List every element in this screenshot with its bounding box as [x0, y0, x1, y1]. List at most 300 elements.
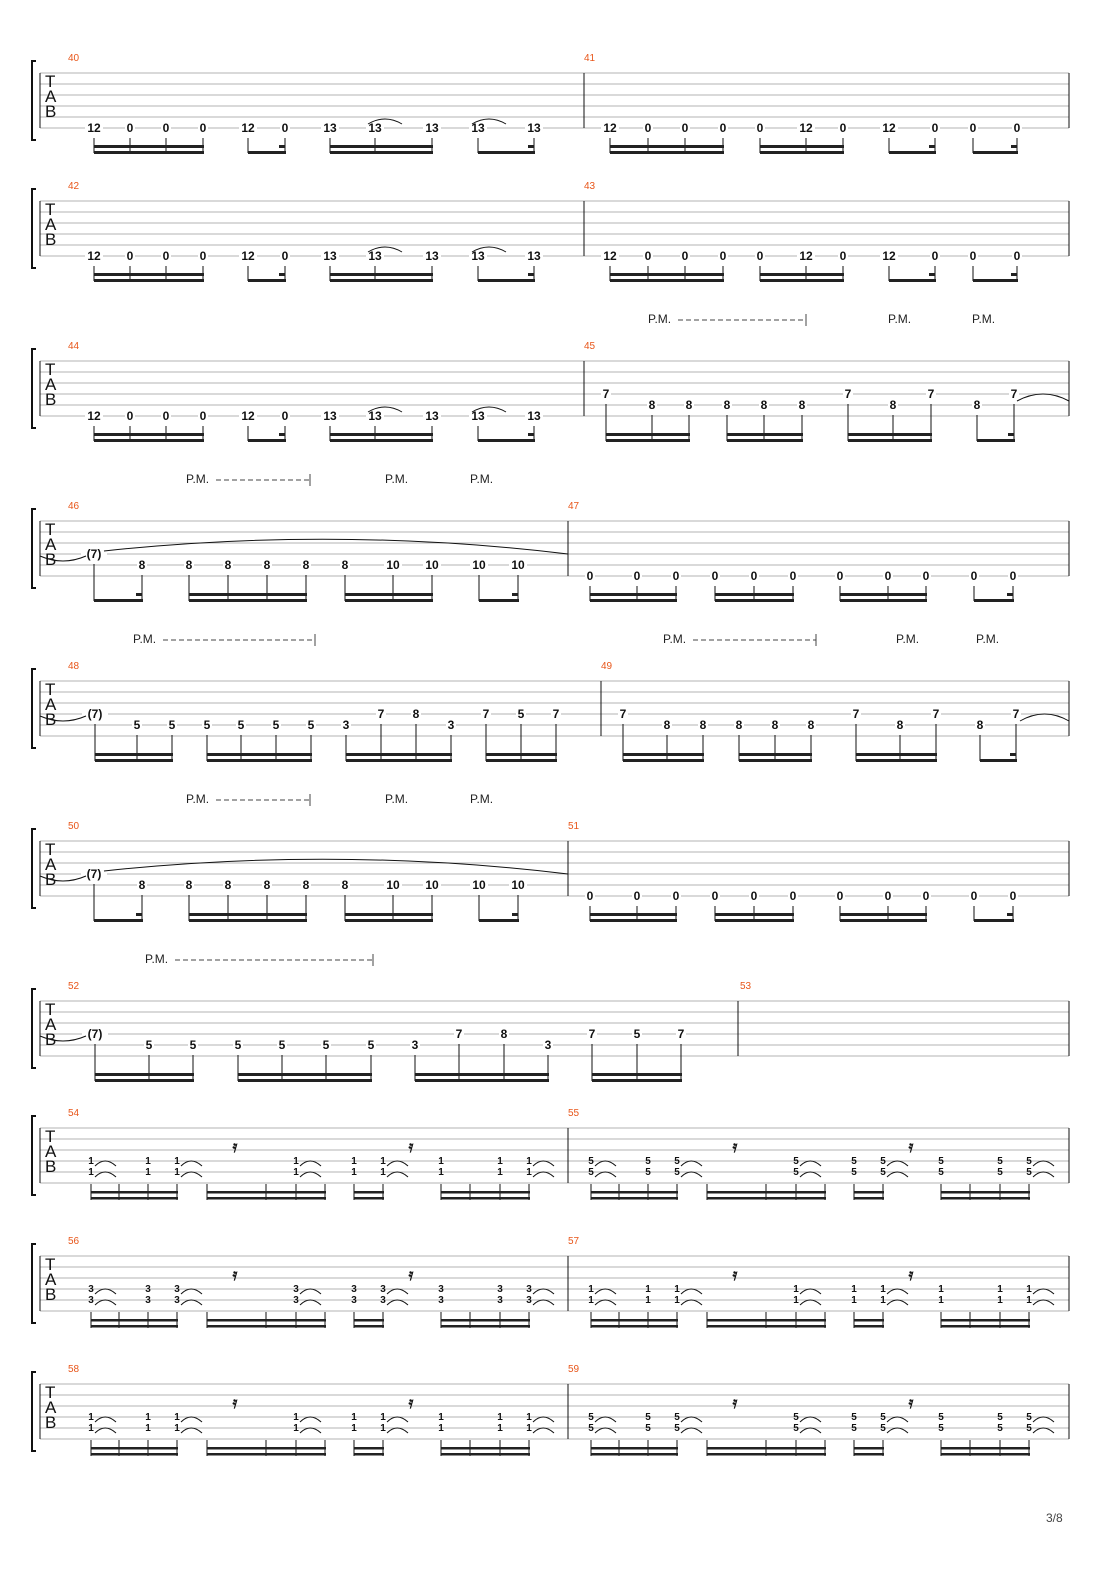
- tab-clef-letter-b: B: [45, 390, 57, 409]
- note-beam-partial: [512, 913, 518, 916]
- note-beam: [854, 1197, 884, 1200]
- bar-number: 59: [568, 1364, 580, 1375]
- fret-number: 8: [185, 558, 193, 572]
- chord-fret-number: 1: [293, 1156, 299, 1167]
- fret-number: 13: [425, 121, 439, 135]
- fret-number: 8: [771, 718, 779, 732]
- fret-number: 12: [241, 409, 255, 423]
- chord-fret-number: 5: [674, 1156, 680, 1167]
- fret-number: 5: [237, 718, 245, 732]
- chord-fret-number: 1: [88, 1423, 94, 1434]
- fret-number: 5: [189, 1038, 197, 1052]
- chord-fret-number: 5: [588, 1412, 594, 1423]
- fret-number: 12: [87, 249, 101, 263]
- tab-clef-letter-t: T: [45, 1255, 56, 1274]
- note-beam: [415, 1079, 549, 1082]
- fret-number: 8: [760, 398, 768, 412]
- note-beam-partial: [1007, 593, 1013, 596]
- tie-arc: [1033, 1428, 1054, 1433]
- note-beam-secondary: [760, 273, 844, 276]
- note-beam: [354, 1197, 384, 1200]
- chord-fret-number: 5: [1026, 1412, 1032, 1423]
- chord-fret-number: 1: [438, 1167, 444, 1178]
- note-beam: [973, 279, 1018, 282]
- chord-bar-59: [588, 1393, 1054, 1456]
- tie-arc: [533, 1300, 554, 1305]
- chord-fret-number: 1: [588, 1284, 594, 1295]
- palm-mute-label: P.M.: [648, 312, 672, 326]
- note-beam-partial: [528, 433, 534, 436]
- fret-number: 0: [644, 249, 652, 263]
- note-beam-secondary: [346, 753, 452, 756]
- note-beam: [95, 1079, 194, 1082]
- note-beam: [207, 1453, 326, 1456]
- fret-number: 0: [281, 121, 289, 135]
- fret-number: 5: [272, 718, 280, 732]
- tab-clef-letter-a: A: [45, 1398, 57, 1417]
- note-beam: [854, 1453, 884, 1456]
- chord-fret-number: 5: [938, 1167, 944, 1178]
- note-beam: [973, 151, 1018, 154]
- note-beam-partial: [1011, 273, 1017, 276]
- tab-clef-letter-b: B: [45, 870, 57, 889]
- fret-number: 5: [367, 1038, 375, 1052]
- fret-number: 8: [138, 878, 146, 892]
- tie-arc: [181, 1417, 202, 1422]
- note-beam: [941, 1453, 1030, 1456]
- palm-mute-marking: [976, 632, 999, 646]
- chord-fret-number: 1: [880, 1284, 886, 1295]
- note-beam: [248, 439, 286, 442]
- chord-fret-number: 1: [351, 1423, 357, 1434]
- chord-fret-number: 1: [793, 1284, 799, 1295]
- tie-arc: [104, 539, 568, 554]
- rest-symbol: 𝄿: [908, 1265, 914, 1284]
- note-beam: [854, 1325, 884, 1328]
- note-beam-secondary: [840, 593, 927, 596]
- tie-arc: [300, 1300, 321, 1305]
- bar-40: [85, 121, 543, 154]
- fret-number: 0: [789, 569, 797, 583]
- bar-number: 58: [68, 1364, 80, 1375]
- note-beam: [590, 919, 677, 922]
- fret-number: 7: [1012, 707, 1020, 721]
- chord-fret-number: 1: [174, 1167, 180, 1178]
- chord-fret-number: 5: [588, 1423, 594, 1434]
- chord-fret-number: 1: [674, 1295, 680, 1306]
- chord-fret-number: 1: [645, 1284, 651, 1295]
- tie-arc: [800, 1172, 821, 1177]
- tie-arc: [95, 1428, 116, 1433]
- tab-clef-letter-b: B: [45, 710, 57, 729]
- bar-number: 52: [68, 981, 80, 992]
- chord-fret-number: 5: [851, 1412, 857, 1423]
- tab-system-5: [32, 661, 1069, 748]
- note-beam-secondary: [707, 1319, 826, 1322]
- fret-number: 0: [750, 889, 758, 903]
- note-beam-secondary: [354, 1319, 384, 1322]
- fret-number: 12: [882, 121, 896, 135]
- chord-fret-number: 1: [938, 1295, 944, 1306]
- note-beam-secondary: [623, 753, 704, 756]
- fret-number: 0: [586, 569, 594, 583]
- chord-fret-number: 1: [380, 1167, 386, 1178]
- bar-42: [85, 249, 543, 282]
- note-beam: [345, 599, 433, 602]
- tie-arc: [1033, 1172, 1054, 1177]
- chord-fret-number: 3: [497, 1295, 503, 1306]
- fret-number: 0: [839, 249, 847, 263]
- tie-arc: [800, 1417, 821, 1422]
- note-beam-secondary: [727, 433, 803, 436]
- tab-clef-letter-a: A: [45, 1015, 57, 1034]
- fret-number: 0: [719, 249, 727, 263]
- rest-symbol: 𝄿: [732, 1137, 738, 1156]
- fret-number: 0: [884, 889, 892, 903]
- fret-number: 10: [386, 878, 400, 892]
- fret-number: 7: [1010, 387, 1018, 401]
- note-beam: [856, 759, 937, 762]
- note-beam-secondary: [941, 1319, 1030, 1322]
- chord-fret-number: 1: [380, 1156, 386, 1167]
- palm-mute-marking: [888, 312, 911, 326]
- note-beam-partial: [512, 593, 518, 596]
- fret-number: 13: [323, 409, 337, 423]
- chord-fret-number: 1: [145, 1423, 151, 1434]
- fret-number: 5: [168, 718, 176, 732]
- tab-clef-letter-b: B: [45, 230, 57, 249]
- fret-number: 0: [922, 569, 930, 583]
- system-bracket: [32, 1372, 36, 1451]
- palm-mute-marking: [972, 312, 995, 326]
- fret-number: 12: [87, 121, 101, 135]
- note-beam: [441, 1325, 530, 1328]
- tie-arc: [300, 1172, 321, 1177]
- fret-number: 13: [471, 121, 485, 135]
- chord-fret-number: 5: [851, 1167, 857, 1178]
- fret-number: 7: [852, 707, 860, 721]
- note-beam-secondary: [415, 1073, 549, 1076]
- chord-fret-number: 1: [997, 1284, 1003, 1295]
- fret-number: 0: [586, 889, 594, 903]
- palm-mute-marking: [648, 312, 806, 326]
- tie-arc: [95, 1289, 116, 1294]
- fret-number: 0: [931, 121, 939, 135]
- tab-clef-letter-a: A: [45, 1270, 57, 1289]
- tie-arc: [595, 1428, 616, 1433]
- fret-number: 10: [472, 878, 486, 892]
- palm-mute-marking: [145, 952, 373, 966]
- tie-arc: [800, 1300, 821, 1305]
- note-beam-secondary: [606, 433, 690, 436]
- note-beam: [715, 599, 794, 602]
- note-beam: [623, 759, 704, 762]
- tie-arc: [387, 1161, 408, 1166]
- chord-fret-number: 5: [645, 1156, 651, 1167]
- palm-mute-label: P.M.: [133, 632, 157, 646]
- fret-number: 12: [603, 121, 617, 135]
- tab-clef-letter-b: B: [45, 1157, 57, 1176]
- chord-fret-number: 5: [1026, 1167, 1032, 1178]
- note-beam-secondary: [941, 1447, 1030, 1450]
- bar-number: 55: [568, 1108, 580, 1119]
- note-beam: [248, 151, 286, 154]
- tie-arc: [387, 1289, 408, 1294]
- note-beam-partial: [279, 273, 285, 276]
- chord-fret-number: 1: [526, 1167, 532, 1178]
- chord-fret-number: 5: [793, 1423, 799, 1434]
- chord-fret-number: 5: [938, 1156, 944, 1167]
- note-beam: [479, 599, 519, 602]
- tab-clef-letter-b: B: [45, 102, 57, 121]
- fret-number: 7: [619, 707, 627, 721]
- fret-number: 8: [500, 1027, 508, 1041]
- note-beam: [715, 919, 794, 922]
- fret-number: 13: [527, 249, 541, 263]
- tab-system-1: [32, 53, 1069, 140]
- note-beam: [727, 439, 803, 442]
- tie-arc: [181, 1161, 202, 1166]
- palm-mute-label: P.M.: [888, 312, 912, 326]
- fret-number: 0: [836, 569, 844, 583]
- note-beam-secondary: [354, 1191, 384, 1194]
- chord-fret-number: 5: [1026, 1156, 1032, 1167]
- note-beam: [207, 1197, 326, 1200]
- fret-number: 0: [750, 569, 758, 583]
- tie-arc: [1033, 1161, 1054, 1166]
- fret-number: 12: [87, 409, 101, 423]
- bar-47: [585, 569, 1018, 602]
- note-beam: [346, 759, 452, 762]
- bar-number: 48: [68, 661, 80, 672]
- note-beam-secondary: [189, 593, 307, 596]
- note-beam: [974, 599, 1014, 602]
- chord-fret-number: 1: [145, 1412, 151, 1423]
- fret-number: 13: [527, 121, 541, 135]
- note-beam-secondary: [610, 273, 724, 276]
- chord-fret-number: 1: [88, 1167, 94, 1178]
- fret-number: 0: [126, 121, 134, 135]
- fret-number: 0: [126, 409, 134, 423]
- tie-arc: [300, 1417, 321, 1422]
- fret-number: 13: [323, 121, 337, 135]
- tab-clef-letter-a: A: [45, 215, 57, 234]
- tab-system-3: [32, 341, 1069, 428]
- note-beam-secondary: [354, 1447, 384, 1450]
- note-beam: [94, 919, 143, 922]
- fret-number: 8: [302, 558, 310, 572]
- chord-fret-number: 1: [851, 1295, 857, 1306]
- tab-clef-letter-t: T: [45, 840, 56, 859]
- bar-number: 49: [601, 661, 613, 672]
- chord-fret-number: 5: [793, 1412, 799, 1423]
- fret-number: 5: [133, 718, 141, 732]
- note-beam: [707, 1453, 826, 1456]
- note-beam-secondary: [441, 1191, 530, 1194]
- fret-number: 0: [1013, 121, 1021, 135]
- note-beam: [980, 759, 1017, 762]
- system-bracket: [32, 1116, 36, 1195]
- chord-fret-number: 1: [351, 1167, 357, 1178]
- chord-fret-number: 1: [174, 1423, 180, 1434]
- bar-number: 40: [68, 53, 80, 64]
- fret-number: 7: [677, 1027, 685, 1041]
- note-beam-partial: [136, 593, 142, 596]
- fret-number: 7: [844, 387, 852, 401]
- fret-number: 0: [199, 249, 207, 263]
- tie-arc: [887, 1172, 908, 1177]
- bar-50: [81, 867, 527, 922]
- palm-mute-marking: [385, 472, 408, 486]
- note-beam: [739, 759, 812, 762]
- fret-number: 7: [377, 707, 385, 721]
- fret-number: 7: [602, 387, 610, 401]
- rest-symbol: 𝄿: [408, 1265, 414, 1284]
- palm-mute-marking: [470, 472, 493, 486]
- tie-arc: [681, 1289, 702, 1294]
- fret-number: 12: [241, 121, 255, 135]
- fret-number: 13: [323, 249, 337, 263]
- fret-number: 0: [931, 249, 939, 263]
- chord-fret-number: 3: [88, 1295, 94, 1306]
- bar-number: 50: [68, 821, 80, 832]
- note-beam-secondary: [590, 913, 677, 916]
- fret-number: 0: [281, 249, 289, 263]
- fret-number: 0: [970, 889, 978, 903]
- note-beam: [354, 1325, 384, 1328]
- palm-mute-label: P.M.: [663, 632, 687, 646]
- bar-41: [601, 121, 1022, 154]
- note-beam: [207, 759, 312, 762]
- chord-fret-number: 5: [645, 1167, 651, 1178]
- fret-number: 5: [307, 718, 315, 732]
- chord-fret-number: 1: [1026, 1295, 1032, 1306]
- fret-number: 8: [138, 558, 146, 572]
- chord-fret-number: 5: [880, 1156, 886, 1167]
- fret-number: 13: [368, 121, 382, 135]
- fret-number: 8: [798, 398, 806, 412]
- tie-arc: [181, 1300, 202, 1305]
- note-beam: [707, 1325, 826, 1328]
- palm-mute-label: P.M.: [186, 792, 210, 806]
- chord-fret-number: 1: [351, 1156, 357, 1167]
- fret-number: 5: [203, 718, 211, 732]
- fret-number: 7: [482, 707, 490, 721]
- bar-number: 54: [68, 1108, 80, 1119]
- fret-number: 0: [1009, 569, 1017, 583]
- palm-mute-label: P.M.: [470, 792, 494, 806]
- note-beam-secondary: [848, 433, 932, 436]
- note-beam-secondary: [486, 753, 557, 756]
- chord-fret-number: 5: [793, 1167, 799, 1178]
- tab-clef-letter-a: A: [45, 87, 57, 106]
- bar-44: [85, 409, 543, 442]
- fret-number: 13: [425, 409, 439, 423]
- note-beam: [94, 599, 143, 602]
- palm-mute-label: P.M.: [470, 472, 494, 486]
- tab-clef-letter-t: T: [45, 680, 56, 699]
- palm-mute-label: P.M.: [972, 312, 996, 326]
- note-beam-secondary: [591, 1447, 678, 1450]
- note-beam: [354, 1453, 384, 1456]
- fret-number: 0: [633, 889, 641, 903]
- chord-fret-number: 3: [174, 1295, 180, 1306]
- note-beam: [94, 439, 204, 442]
- chord-fret-number: 1: [793, 1295, 799, 1306]
- fret-number: 5: [517, 707, 525, 721]
- note-beam: [95, 759, 173, 762]
- note-beam-partial: [1010, 753, 1016, 756]
- bar-number: 46: [68, 501, 80, 512]
- note-beam-partial: [136, 913, 142, 916]
- note-beam-secondary: [715, 593, 794, 596]
- chord-fret-number: 3: [497, 1284, 503, 1295]
- fret-number: 0: [126, 249, 134, 263]
- note-beam-secondary: [91, 1447, 178, 1450]
- tab-system-4: [32, 501, 1069, 588]
- rest-symbol: 𝄿: [732, 1265, 738, 1284]
- chord-fret-number: 3: [88, 1284, 94, 1295]
- chord-fret-number: 1: [880, 1295, 886, 1306]
- fret-number: 13: [368, 249, 382, 263]
- tab-system-2: [32, 181, 1069, 268]
- note-beam-secondary: [591, 1319, 678, 1322]
- note-beam: [591, 1453, 678, 1456]
- system-bracket: [32, 61, 36, 140]
- fret-number: 10: [386, 558, 400, 572]
- bar-number: 56: [68, 1236, 80, 1247]
- tab-clef-letter-b: B: [45, 1030, 57, 1049]
- tab-system-7: [32, 981, 1069, 1068]
- tab-clef-letter-t: T: [45, 1127, 56, 1146]
- palm-mute-marking: [186, 792, 310, 806]
- tab-system-6: [32, 821, 1069, 908]
- chord-fret-number: 1: [174, 1156, 180, 1167]
- chord-fret-number: 1: [88, 1412, 94, 1423]
- note-beam-partial: [929, 145, 935, 148]
- note-beam: [760, 279, 844, 282]
- tie-arc: [533, 1417, 554, 1422]
- tie-arc: [387, 1428, 408, 1433]
- chord-fret-number: 1: [293, 1423, 299, 1434]
- fret-number: 8: [976, 718, 984, 732]
- note-beam-secondary: [707, 1191, 826, 1194]
- note-beam-partial: [279, 145, 285, 148]
- tie-arc: [387, 1172, 408, 1177]
- fret-number: 13: [471, 409, 485, 423]
- chord-bar-57: [588, 1265, 1054, 1328]
- rest-symbol: 𝄿: [232, 1393, 238, 1412]
- fret-number: 0: [969, 249, 977, 263]
- fret-number: 10: [511, 558, 525, 572]
- note-beam-secondary: [854, 1191, 884, 1194]
- tie-arc: [533, 1161, 554, 1166]
- tie-arc: [595, 1300, 616, 1305]
- chord-fret-number: 1: [674, 1284, 680, 1295]
- system-bracket: [32, 349, 36, 428]
- tab-clef-letter-t: T: [45, 1000, 56, 1019]
- tie-arc: [95, 1172, 116, 1177]
- bar-45: [601, 387, 1019, 442]
- bar-46: [81, 547, 527, 602]
- note-beam: [189, 599, 307, 602]
- tie-arc: [800, 1161, 821, 1166]
- fret-number: 0: [719, 121, 727, 135]
- bar-number: 43: [584, 181, 596, 192]
- note-beam-partial: [1007, 913, 1013, 916]
- chord-fret-number: 1: [526, 1156, 532, 1167]
- note-beam-secondary: [207, 1191, 326, 1194]
